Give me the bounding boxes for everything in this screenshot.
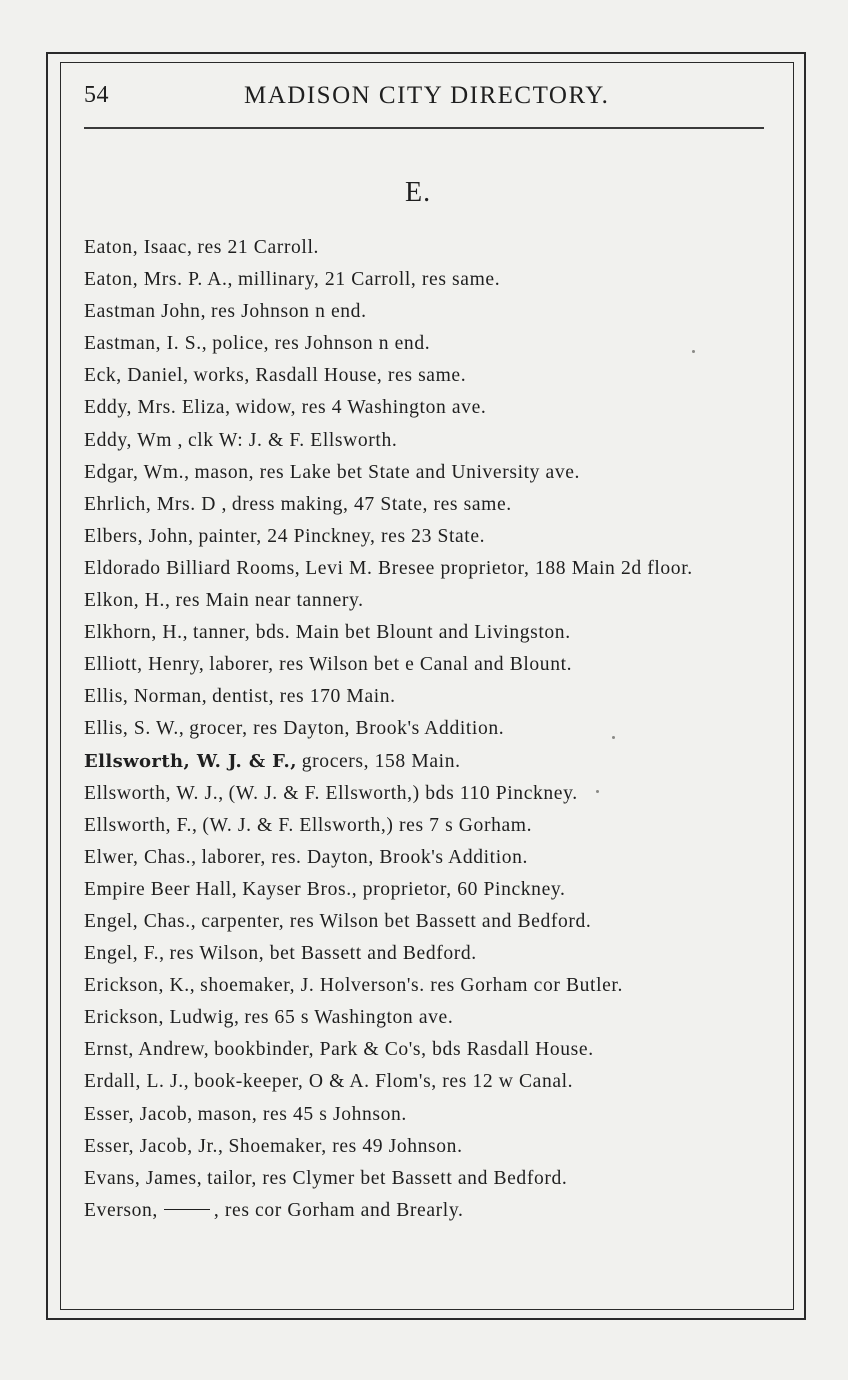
entry-details: mason, res 45 s Johnson. [197,1103,407,1125]
directory-entry [84,1099,774,1131]
directory-entry [84,264,774,296]
entry-name: Evans, James, [84,1167,203,1189]
entry-details: grocer, res Dayton, Brook's Addition. [189,718,505,740]
entry-details: laborer, res. Dayton, Brook's Addition. [201,846,529,868]
directory-entry [84,425,774,457]
page-number: 54 [84,82,109,108]
directory-entry [84,778,774,810]
paper-speck [692,350,695,353]
directory-entry [84,489,774,521]
header-rule [84,127,764,129]
entry-name: Elwer, Chas., [84,846,197,868]
directory-entry [84,360,774,392]
entry-details: Kayser Bros., proprietor, 60 Pinckney. [242,878,566,900]
entry-details: res Johnson n end. [211,301,367,323]
entry-name: Erickson, K., [84,975,196,997]
directory-entry [84,1163,774,1195]
entry-name: Eaton, Mrs. P. A., [84,269,234,291]
directory-entry [84,1131,774,1163]
entry-details: widow, res 4 Washington ave. [235,397,487,419]
entry-details: Levi M. Bresee proprietor, 188 Main 2d floor. [305,557,693,579]
entry-details: grocers, 158 Main. [301,750,461,772]
entry-details: dress making, 47 State, res same. [231,493,512,515]
entry-name: Eastman John, [84,301,207,323]
directory-title: MADISON CITY DIRECTORY. [244,82,610,109]
entry-details: (W. J. & F. Ellsworth,) bds 110 Pinckney. [228,782,578,804]
entry-name: Eastman, I. S., [84,333,208,355]
entry-name: Eddy, Mrs. Eliza, [84,397,231,419]
directory-entry [84,328,774,360]
entry-name: Ellsworth, W. J., [84,782,224,804]
entry-name: Ernst, Andrew, [84,1039,210,1061]
entry-name: Elkhorn, H., [84,622,189,644]
entry-details: Shoemaker, res 49 Johnson. [228,1135,463,1157]
entry-details: shoemaker, J. Holverson's. res Gorham cor Butler. [200,975,623,997]
entry-details: , res cor Gorham and Brearly. [213,1199,464,1221]
entry-name: Ehrlich, Mrs. D , [84,493,227,515]
entry-name: Elbers, John, [84,525,194,547]
entry-name: Ellsworth, F., [84,814,198,836]
directory-entry [84,906,774,938]
entry-details: res 21 Carroll. [197,237,319,258]
entry-name: Ellsworth, W. J. & F., [84,750,297,772]
directory-entry [84,553,774,585]
directory-entries [84,232,774,1227]
entry-details: mason, res Lake bet State and University ave. [194,461,581,483]
directory-entry [84,810,774,842]
entry-details: police, res Johnson n end. [212,333,431,355]
entry-name: Everson, [84,1199,158,1221]
entry-details: res 65 s Washington ave. [244,1007,454,1029]
section-letter: E. [405,177,432,208]
entry-details: tailor, res Clymer bet Bassett and Bedford. [207,1167,568,1189]
directory-entry [84,649,774,681]
entry-name: Engel, F., [84,943,165,965]
running-head [84,82,764,112]
directory-entry [84,617,774,649]
entry-details: dentist, res 170 Main. [212,686,396,708]
directory-entry [84,585,774,617]
paper-speck [596,790,599,793]
entry-name: Ellis, S. W., [84,718,185,740]
entry-name: Edgar, Wm., [84,461,190,483]
entry-details: laborer, res Wilson bet e Canal and Blount. [209,654,573,676]
entry-name: Eddy, Wm , [84,429,184,451]
directory-entry [84,392,774,424]
directory-entry [84,521,774,553]
entry-name: Elliott, Henry, [84,654,205,676]
directory-entry [84,970,774,1002]
paper-speck [612,736,615,739]
directory-entry [84,1195,774,1227]
entry-details: res Wilson, bet Bassett and Bedford. [169,943,477,965]
directory-entry [84,1002,774,1034]
entry-name: Engel, Chas., [84,910,197,932]
entry-details: bookbinder, Park & Co's, bds Rasdall House. [214,1039,594,1061]
entry-name: Elkon, H., [84,590,171,612]
directory-entry [84,1066,774,1098]
entry-details: carpenter, res Wilson bet Bassett and Bedford. [201,910,592,932]
directory-entry [84,713,774,745]
entry-name: Empire Beer Hall, [84,878,238,900]
entry-details: millinary, 21 Carroll, res same. [237,269,501,291]
entry-details: tanner, bds. Main bet Blount and Livingston. [192,622,571,644]
entry-details: painter, 24 Pinckney, res 23 State. [198,525,486,547]
directory-entry [84,746,774,778]
entry-details: res Main near tannery. [175,590,364,612]
entry-name: Esser, Jacob, [84,1103,193,1125]
entry-name: Erdall, L. J., [84,1071,190,1093]
entry-name: Ellis, Norman, [84,686,208,708]
directory-entry [84,842,774,874]
directory-entry [84,232,774,264]
blank-name-line [164,1209,210,1210]
directory-entry [84,1034,774,1066]
entry-name: Eck, Daniel, [84,365,189,387]
entry-name: Eaton, Isaac, [84,237,193,258]
entry-details: book-keeper, O & A. Flom's, res 12 w Canal. [194,1071,574,1093]
directory-entry [84,457,774,489]
entry-name: Erickson, Ludwig, [84,1007,240,1029]
entry-details: works, Rasdall House, res same. [193,365,467,387]
directory-entry [84,938,774,970]
entry-details: clk W: J. & F. Ellsworth. [187,429,398,451]
directory-entry [84,681,774,713]
directory-entry [84,874,774,906]
entry-name: Esser, Jacob, Jr., [84,1135,224,1157]
entry-details: (W. J. & F. Ellsworth,) res 7 s Gorham. [202,814,533,836]
directory-entry [84,296,774,328]
entry-name: Eldorado Billiard Rooms, [84,557,301,579]
